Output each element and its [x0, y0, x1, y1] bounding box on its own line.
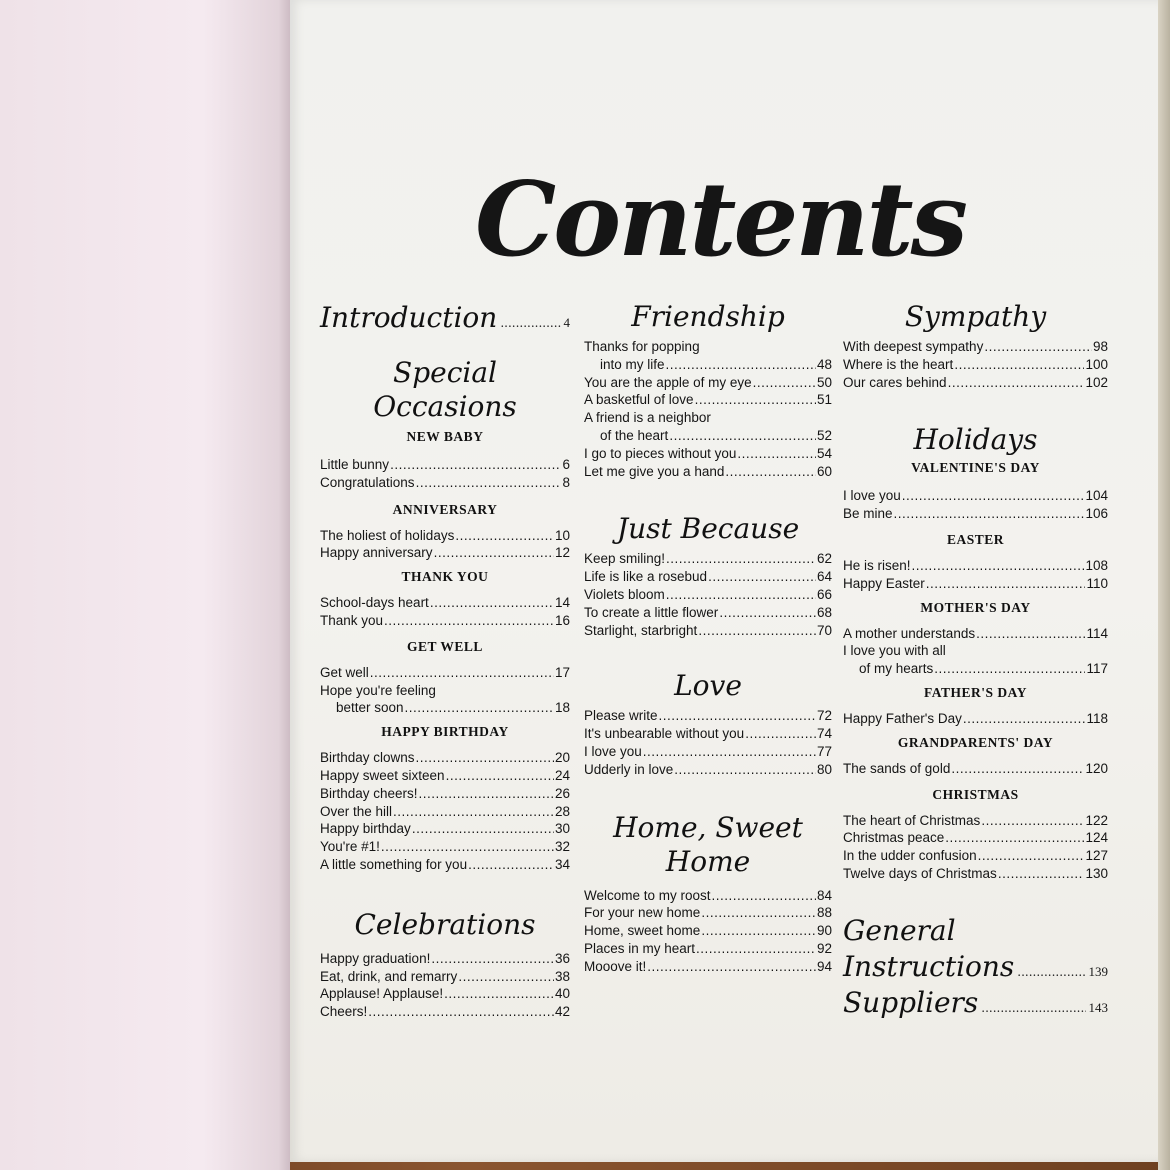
toc-entry: He is risen! ..... 108 — [843, 557, 1108, 575]
toc-entry: For your new home ..... 88 — [584, 904, 832, 922]
toc-entry: Let me give you a hand ..... 60 — [584, 463, 832, 481]
toc-entry: Happy graduation! ..... 36 — [320, 950, 570, 968]
toc-entry: Violets bloom ..... 66 — [584, 586, 832, 604]
toc-entry: Christmas peace ..... 124 — [843, 829, 1108, 847]
toc-entry: A little something for you ..... 34 — [320, 856, 570, 874]
toc-entry: The sands of gold ..... 120 — [843, 760, 1108, 778]
toc-entry: Home, sweet home ..... 90 — [584, 922, 832, 940]
section-sympathy: Sympathy — [904, 300, 1047, 333]
toc-entry: Places in my heart ..... 92 — [584, 940, 832, 958]
toc-entry: Cheers! ..... 42 — [320, 1003, 570, 1021]
column-middle — [584, 300, 832, 976]
toc-entry: Happy Father's Day ..... 118 — [843, 710, 1108, 728]
subhead-easter: EASTER — [946, 531, 1005, 547]
toc-entry: better soon ..... 18 — [320, 699, 570, 717]
suppliers-label: Suppliers — [843, 985, 979, 1019]
toc-introduction — [320, 300, 570, 336]
toc-entry: of my hearts ..... 117 — [843, 660, 1108, 678]
toc-entry: Mooove it! ..... 94 — [584, 958, 832, 976]
subhead-christmas: CHRISTMAS — [932, 786, 1019, 802]
section-home-sweet-home: Home, Sweet Home — [613, 810, 803, 878]
toc-entry-line: I love you with all — [843, 643, 946, 659]
toc-entry: School-days heart ..... 14 — [320, 594, 570, 612]
toc-entry: of the heart ..... 52 — [584, 427, 832, 445]
introduction-label: Introduction — [320, 301, 498, 334]
toc-entry: The heart of Christmas ..... 122 — [843, 812, 1108, 830]
section-holidays: Holidays — [913, 423, 1038, 457]
section-friendship: Friendship — [631, 300, 785, 333]
toc-entry: Our cares behind ..... 102 — [843, 374, 1108, 392]
toc-entry: I love you ..... 104 — [843, 487, 1108, 505]
section-just-because: Just Because — [616, 512, 800, 546]
toc-entry: Happy anniversary ..... 12 — [320, 544, 570, 562]
toc-entry: Twelve days of Christmas ..... 130 — [843, 865, 1108, 883]
column-right — [843, 300, 1108, 1021]
toc-entry: Welcome to my roost ..... 84 — [584, 887, 832, 905]
toc-entry: Thank you ..... 16 — [320, 612, 570, 630]
subhead-anniversary: ANNIVERSARY — [392, 501, 498, 517]
toc-entry: Starlight, starbright ..... 70 — [584, 622, 832, 640]
toc-entry: A mother understands ..... 114 — [843, 625, 1108, 643]
toc-entry: Applause! Applause! ..... 40 — [320, 985, 570, 1003]
toc-entry: Get well ..... 17 — [320, 664, 570, 682]
toc-entry: Udderly in love ..... 80 — [584, 761, 832, 779]
subhead-mothers-day: MOTHER'S DAY — [920, 599, 1031, 615]
section-celebrations: Celebrations — [354, 907, 536, 941]
left-page — [0, 0, 290, 1170]
toc-entry: Birthday clowns ..... 20 — [320, 749, 570, 767]
general-label-2: Instructions — [843, 949, 1015, 983]
general-page: 139 — [1088, 963, 1108, 979]
toc-entry: Life is like a rosebud ..... 64 — [584, 568, 832, 586]
toc-entry-line: Hope you're feeling — [320, 682, 436, 698]
toc-entry: Happy Easter ..... 110 — [843, 575, 1108, 593]
toc-entry: I go to pieces without you ..... 54 — [584, 445, 832, 463]
toc-entry: Over the hill ..... 28 — [320, 803, 570, 821]
toc-general-instructions — [843, 949, 1108, 985]
toc-entry: Please write ..... 72 — [584, 707, 832, 725]
toc-entry: To create a little flower ..... 68 — [584, 604, 832, 622]
toc-entry: In the udder confusion ..... 127 — [843, 847, 1108, 865]
subhead-get-well: GET WELL — [407, 638, 483, 654]
subhead-happy-birthday: HAPPY BIRTHDAY — [381, 724, 509, 740]
subhead-grandparents-day: GRANDPARENTS' DAY — [897, 734, 1054, 750]
toc-entry: Happy birthday ..... 30 — [320, 820, 570, 838]
section-special-occasions: Special Occasions — [373, 356, 517, 423]
toc-entry: You are the apple of my eye ..... 50 — [584, 374, 832, 392]
subhead-thank-you: THANK YOU — [401, 569, 489, 585]
toc-entry: The holiest of holidays ..... 10 — [320, 527, 570, 545]
general-label-1: General — [843, 913, 956, 947]
subhead-fathers-day: FATHER'S DAY — [924, 684, 1027, 700]
column-left — [320, 300, 570, 1021]
toc-entry: Birthday cheers! ..... 26 — [320, 785, 570, 803]
section-love: Love — [674, 669, 742, 703]
toc-suppliers — [843, 985, 1108, 1021]
toc-entry: Keep smiling! ..... 62 — [584, 550, 832, 568]
toc-entry: Be mine ..... 106 — [843, 505, 1108, 523]
toc-entry: With deepest sympathy ..... 98 — [843, 338, 1108, 356]
introduction-page: 4 — [563, 315, 570, 330]
subhead-new-baby: NEW BABY — [406, 429, 484, 444]
toc-entry: Happy sweet sixteen ..... 24 — [320, 767, 570, 785]
toc-entry: Little bunny ..... 6 — [320, 456, 570, 474]
toc-entry: Eat, drink, and remarry ..... 38 — [320, 968, 570, 986]
toc-entry: Congratulations ..... 8 — [320, 474, 570, 492]
toc-entry-line: A friend is a neighbor — [584, 410, 711, 426]
toc-entry: You're #1! ..... 32 — [320, 838, 570, 856]
page-title: Contents — [475, 160, 966, 280]
toc-entry: A basketful of love ..... 51 — [584, 391, 832, 409]
suppliers-page: 143 — [1088, 999, 1108, 1015]
subhead-valentines-day: VALENTINE'S DAY — [911, 460, 1040, 476]
toc-entry: I love you ..... 77 — [584, 743, 832, 761]
page-edge — [1158, 0, 1170, 1170]
toc-entry: into my life ..... 48 — [584, 356, 832, 374]
toc-entry: It's unbearable without you ..... 74 — [584, 725, 832, 743]
toc-entry: Where is the heart ..... 100 — [843, 356, 1108, 374]
toc-entry-line: Thanks for popping — [584, 339, 700, 354]
